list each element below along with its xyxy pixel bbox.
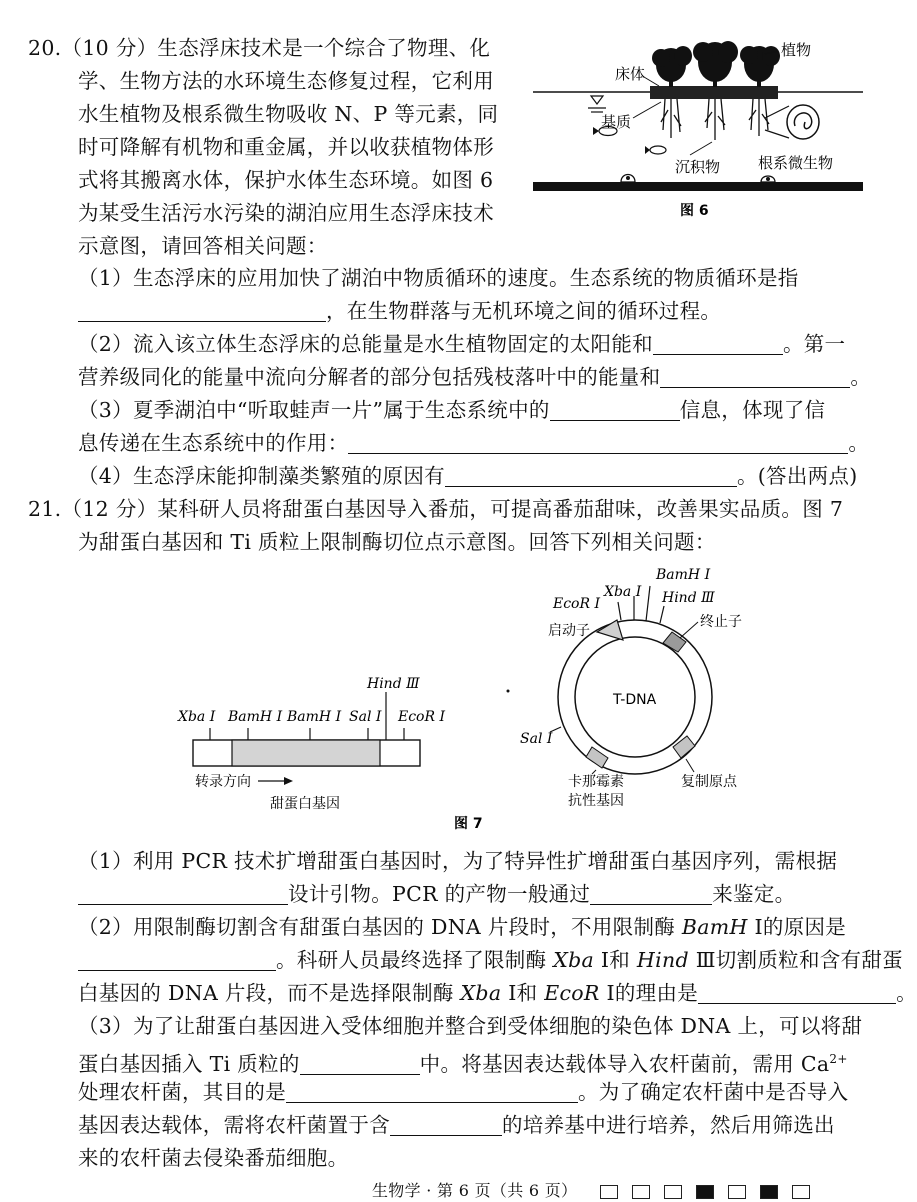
gene-site-hind: Hind Ⅲ <box>367 676 420 692</box>
q21-number: 21. <box>28 497 62 521</box>
kanamycin-label-1: 卡那霉素 <box>568 774 624 790</box>
q20-intro-1: 生态浮床技术是一个综合了物理、化 <box>157 36 491 60</box>
q21-part3-line3: 处理农杆菌，其目的是 。为了确定农杆菌中是否导入 <box>78 1080 849 1104</box>
answer-blank-21-2b[interactable] <box>698 981 896 1004</box>
q20-part1-line2: ，在生物群落与无机环境之间的循环过程。 <box>78 296 721 326</box>
q20-part2-line1: （2）流入该立体生态浮床的总能量是水生植物固定的太阳能和 。第一 <box>78 332 846 356</box>
q21-part2-line2: 。科研人员最终选择了限制酶 Xba Ⅰ和 Hind Ⅲ切割质粒和含有甜蛋 <box>78 945 903 975</box>
answer-blank-21-3b[interactable] <box>286 1080 578 1103</box>
replication-origin-label: 复制原点 <box>681 774 737 790</box>
footer-box <box>792 1185 810 1199</box>
q21-part3-line4: 基因表达载体，需将农杆菌置于含 的培养基中进行培养，然后用筛选出 <box>78 1113 835 1137</box>
q21-part3-line1: （3）为了让甜蛋白基因进入受体细胞并整合到受体细胞的染色体 DNA 上，可以将甜 <box>78 1014 863 1038</box>
plasmid-site-ecor: EcoR Ⅰ <box>553 596 601 612</box>
plasmid-site-xba: Xba Ⅰ <box>604 584 642 600</box>
lake-bottom <box>533 182 863 191</box>
substrate-pointer <box>633 102 661 118</box>
q20-part3-line2: 息传递在生态系统中的作用： 。 <box>78 431 870 455</box>
q20-part3-line1: （3）夏季湖泊中“听取蛙声一片”属于生态系统中的 信息，体现了信 <box>78 398 826 422</box>
figure-6-caption: 图 6 <box>680 203 709 219</box>
q21-score: （12 分） <box>61 497 158 521</box>
answer-blank-21-3a[interactable] <box>300 1052 420 1075</box>
label-substrate: 基质 <box>601 113 632 131</box>
plant-1 <box>652 46 692 87</box>
answer-blank-20-3a[interactable] <box>550 398 680 421</box>
answer-blank-20-3b[interactable] <box>348 431 848 454</box>
answer-blank-20-2a[interactable] <box>653 332 783 355</box>
callout-line-top <box>765 106 789 118</box>
bed-pointer <box>644 77 659 86</box>
q20-intro-7: 示意图，请回答相关问题： <box>78 234 328 258</box>
kanamycin-gene-segment <box>586 747 608 768</box>
figure-6 <box>525 30 870 230</box>
gene-site-xba: Xba Ⅰ <box>178 709 216 725</box>
footer-box <box>728 1185 746 1199</box>
plant-2 <box>693 41 738 87</box>
q21-part1-line2: 设计引物。PCR 的产物一般通过 来鉴定。 <box>78 879 795 909</box>
q20-intro-6: 为某受生活污水污染的湖泊应用生态浮床技术 <box>78 201 494 225</box>
label-sediment: 沉积物 <box>675 158 721 176</box>
footer-box <box>600 1185 618 1199</box>
promoter-label: 启动子 <box>548 623 590 639</box>
q20-intro-4: 时可降解有机物和重金属，并以收获植物体形 <box>78 135 494 159</box>
water-level-symbol <box>588 96 606 112</box>
terminator-label: 终止子 <box>700 614 742 630</box>
callout-line-bottom <box>765 130 789 138</box>
q21-line-1 <box>28 494 843 524</box>
q20-part1-line1: （1）生态浮床的应用加快了湖泊中物质循环的速度。生态系统的物质循环是指 <box>78 266 799 290</box>
gene-site-sal: Sal Ⅰ <box>349 709 382 725</box>
dot-mark <box>507 690 510 693</box>
q20-part4-line: （4）生态浮床能抑制藻类繁殖的原因有 。(答出两点) <box>78 464 858 488</box>
gene-site-ecor: EcoR Ⅰ <box>398 709 446 725</box>
gene-site-bamh-1: BamH Ⅰ <box>228 709 283 725</box>
footer-box-filled <box>760 1185 778 1199</box>
plasmid-center-label: T-DNA <box>613 692 657 708</box>
terminator-pointer <box>680 622 698 638</box>
page-footer: 生物学 · 第 6 页（共 6 页） <box>372 1181 578 1200</box>
footer-box <box>664 1185 682 1199</box>
q20-intro-2: 学、生物方法的水环境生态修复过程，它利用 <box>78 69 494 93</box>
snail-icon-2 <box>761 176 775 182</box>
plasmid-site-bamh: BamH Ⅰ <box>656 567 711 583</box>
q21-intro-2: 为甜蛋白基因和 Ti 质粒上限制酶切位点示意图。回答下列相关问题： <box>78 530 716 554</box>
transcription-direction-label: 转录方向 <box>195 774 251 790</box>
q21-part2-line1: （2）用限制酶切割含有甜蛋白基因的 DNA 片段时，不用限制酶 BamH Ⅰ的原因是 <box>78 915 847 939</box>
plasmid-site-hind: Hind Ⅲ <box>662 590 715 606</box>
q21-part3-line5: 来的农杆菌去侵染番茄细胞。 <box>78 1146 349 1170</box>
terminator-segment <box>663 632 686 652</box>
footer-box-filled <box>696 1185 714 1199</box>
answer-blank-20-2b[interactable] <box>660 365 850 388</box>
footer-box <box>632 1185 650 1199</box>
sweet-protein-gene-region <box>232 740 380 766</box>
figure-7-caption: 图 7 <box>454 816 483 832</box>
q20-score: （10 分） <box>61 36 158 60</box>
q20-intro-3: 水生植物及根系微生物吸收 N、P 等元素，同 <box>78 102 499 126</box>
gene-name-label: 甜蛋白基因 <box>270 796 340 812</box>
q21-intro-1: 某科研人员将甜蛋白基因导入番茄，可提高番茄甜味，改善果实品质。图 7 <box>157 497 844 521</box>
figure-7 <box>160 560 800 845</box>
q20-number: 20. <box>28 36 62 60</box>
plasmid-site-sal: Sal Ⅰ <box>520 731 553 747</box>
q21-part2-line3: 白基因的 DNA 片段，而不是选择限制酶 Xba Ⅰ和 EcoR Ⅰ的理由是 。 <box>78 981 917 1005</box>
gene-site-bamh-2: BamH Ⅰ <box>287 709 342 725</box>
floating-bed <box>650 86 778 99</box>
label-root-microbe: 根系微生物 <box>758 154 834 172</box>
answer-blank-21-1a[interactable] <box>78 882 288 905</box>
q21-part3-line2: 蛋白基因插入 Ti 质粒的 中。将基因表达载体导入农杆菌前，需用 $Ca^{2+}$ <box>78 1051 848 1076</box>
answer-blank-21-1b[interactable] <box>590 882 712 905</box>
sediment-pointer <box>690 142 712 155</box>
kanamycin-label-2: 抗性基因 <box>568 793 624 809</box>
q20-part2-line2: 营养级同化的能量中流向分解者的部分包括残枝落叶中的能量和 。 <box>78 365 872 389</box>
fish-icon-2 <box>645 146 666 154</box>
answer-blank-20-1[interactable] <box>78 299 326 322</box>
label-bed: 床体 <box>615 65 646 83</box>
footer-marks <box>600 1185 810 1199</box>
ori-pointer <box>686 759 694 772</box>
q20-intro-5: 式将其搬离水体，保护水体生态环境。如图 6 <box>78 168 494 192</box>
transcription-arrow-icon <box>258 777 293 785</box>
q20-line-1 <box>28 33 490 63</box>
plant-roots <box>661 99 769 140</box>
answer-blank-21-3c[interactable] <box>390 1113 502 1136</box>
replication-origin-segment <box>673 736 695 758</box>
answer-blank-20-4[interactable] <box>445 464 737 487</box>
answer-blank-21-2a[interactable] <box>78 948 276 971</box>
label-plant: 植物 <box>781 41 812 59</box>
microbe-magnifier <box>787 105 819 139</box>
q21-part1-line1: （1）利用 PCR 技术扩增甜蛋白基因时，为了特异性扩增甜蛋白基因序列，需根据 <box>78 849 838 873</box>
snail-icon-1 <box>621 175 635 183</box>
promoter-segment <box>597 620 623 640</box>
